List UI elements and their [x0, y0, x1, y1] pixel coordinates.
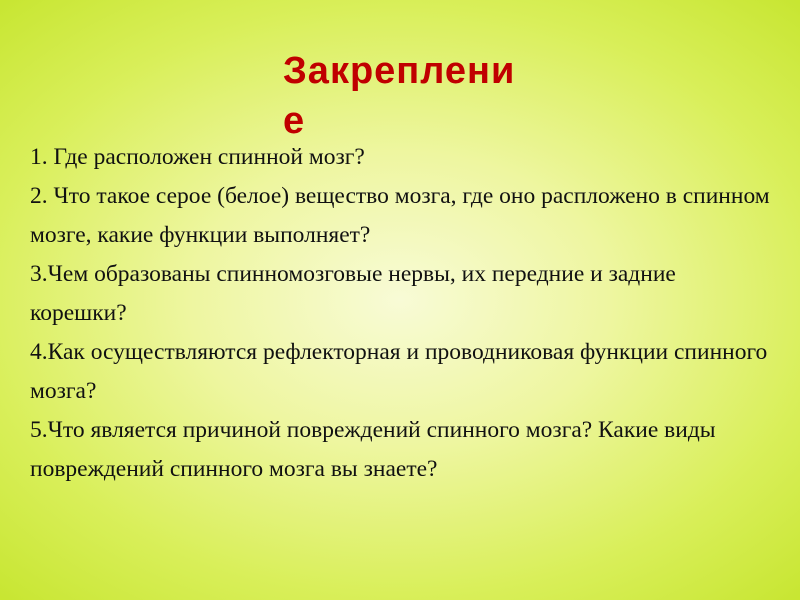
slide-title: Закрепление [283, 50, 516, 142]
question-item-3: 3.Чем образованы спинномозговые нервы, их передние и задние корешки? [30, 261, 676, 326]
question-list [30, 138, 778, 489]
question-item-2: 2. Что такое серое (белое) вещество мозга, где оно распложено в спинном мозге, какие функции выполняет? [30, 183, 770, 248]
question-item-1: 1. Где расположен спинной мозг? [30, 144, 365, 170]
question-item-5: 5.Что является причиной повреждений спинного мозга? Какие виды повреждений спинного мозга вы знаете? [30, 417, 716, 482]
question-item-4: 4.Как осуществляются рефлекторная и проводниковая функции спинного мозга? [30, 339, 768, 404]
